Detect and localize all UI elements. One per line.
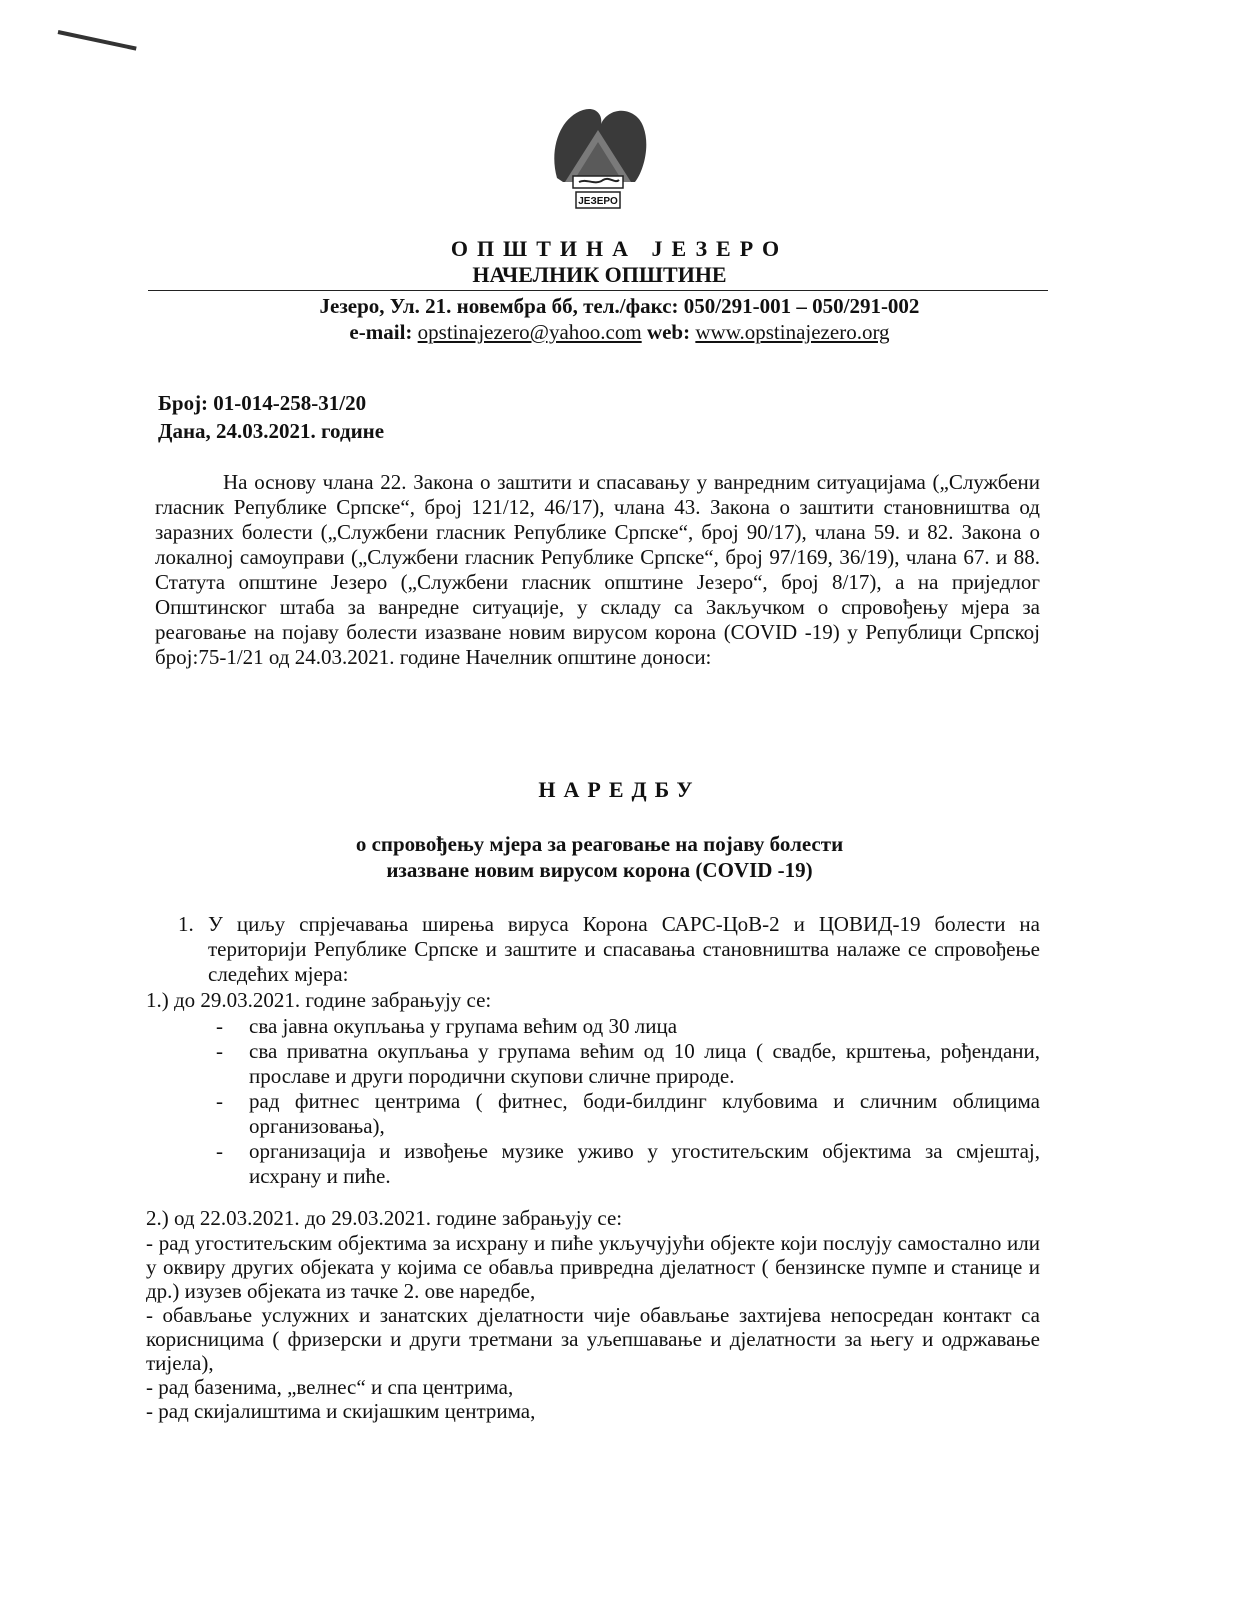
document-subtitle-line-2: изазване новим вирусом корона (COVID -19) (386, 858, 813, 882)
organization-name: ОПШТИНА ЈЕЗЕРО (450, 236, 789, 261)
logo-text: ЈЕЗЕРО (578, 196, 618, 207)
item-number: 1. (178, 912, 194, 936)
document-subtitle (0, 831, 1199, 883)
email-label: e-mail: (349, 320, 413, 344)
list-dash: - (216, 1039, 223, 1063)
list-item-text: организација и извођење музике уживо у угоститељским објектима за смјештај, исхрану и пиће. (249, 1139, 1040, 1188)
header-divider (148, 290, 1048, 291)
contact-online (0, 320, 1239, 345)
section-2-heading: 2.) од 22.03.2021. до 29.03.2021. године забрањују се: (146, 1206, 623, 1230)
list-item (216, 1089, 1040, 1139)
list-item: - рад базенима, „велнес“ и спа центрима, (146, 1375, 514, 1399)
list-item (216, 1014, 1040, 1039)
scan-artifact-mark (58, 30, 137, 51)
intro-paragraph: На основу члана 22. Закона о заштити и спасавању у ванредним ситуацијама („Службени гласник Републике Српске“, број 121/12, 46/17), члана 43. Закона о заштити становништва од заразних болести („Службени гласник Републике Српске“, број 90/17), члана 59. и 82. Закона о локалној самоуправи („Службени гласник Републике Српске“, број 97/169, 36/19), члана 67. и 88. Статута општине Језеро („Службени гласник општине Језеро“, број 8/17), а на приједлог Општинског штаба за ванредне ситуације, у складу са Закључком о спровођењу мјера за реаговање на појаву болести изазване новим вирусом корона (COVID -19) у Републици Српској број:75-1/21 од 24.03.2021. године Начелник општине доноси: (155, 470, 1040, 669)
web-label: web: (646, 320, 691, 344)
section-2-list (146, 1231, 1040, 1423)
list-item-text: сва приватна окупљања у групама већим од 10 лица ( свадбе, крштења, рођендани, прославе и други породични скупови сличне природе. (249, 1039, 1040, 1088)
municipality-logo (543, 100, 653, 230)
document-subtitle-line-1: о спровођењу мјера за реаговање на појаву болести (355, 832, 844, 856)
list-item (216, 1139, 1040, 1189)
organization-unit: НАЧЕЛНИК ОПШТИНЕ (472, 262, 727, 287)
section-1-heading: 1.) до 29.03.2021. године забрањују се: (146, 988, 492, 1012)
list-dash: - (216, 1089, 223, 1113)
email-link[interactable]: opstinajezero@yahoo.com (417, 320, 642, 344)
list-item-text: сва јавна окупљања у групама већим од 30 лица (249, 1014, 678, 1038)
section-1-list (216, 1014, 1040, 1189)
list-item-text: рад фитнес центрима ( фитнес, боди-билдинг клубовима и сличним облицима организовања), (249, 1089, 1040, 1138)
numbered-item-1 (178, 912, 1040, 987)
reference-number: Број: 01-014-258-31/20 (158, 391, 367, 415)
item-text: У циљу спрјечавања ширења вируса Корона САРС-ЦоВ-2 и ЦОВИД-19 болести на територији Републике Српске и заштите и спасавања становништва налаже се спровођење следећих мјера: (208, 912, 1040, 986)
list-dash: - (216, 1014, 223, 1038)
list-item: - рад скијалиштима и скијашким центрима, (146, 1399, 536, 1423)
document-title: НАРЕДБУ (538, 777, 701, 802)
list-item: - рад угоститељским објектима за исхрану и пиће укључујући објекте који послују самостално или у оквиру других објеката у којима се обавља привредна дјелатност ( бензинске пумпе и станице и др.) изузев објеката из тачке 2. ове наредбе, (146, 1231, 1040, 1303)
reference-block (158, 389, 384, 445)
contact-address: Језеро, Ул. 21. новембра бб, тел./факс: 050/291-001 – 050/291-002 (319, 294, 920, 318)
list-item: - обављање услужних и занатских дјелатности чије обављање захтијева непосредан контакт са корисницима ( фризерски и други третмани за уљепшавање и дјелатности за његу и одржавање тијела), (146, 1303, 1040, 1375)
reference-date: Дана, 24.03.2021. године (158, 419, 385, 443)
list-dash: - (216, 1139, 223, 1163)
web-link[interactable]: www.opstinajezero.org (695, 320, 890, 344)
list-item (216, 1039, 1040, 1089)
